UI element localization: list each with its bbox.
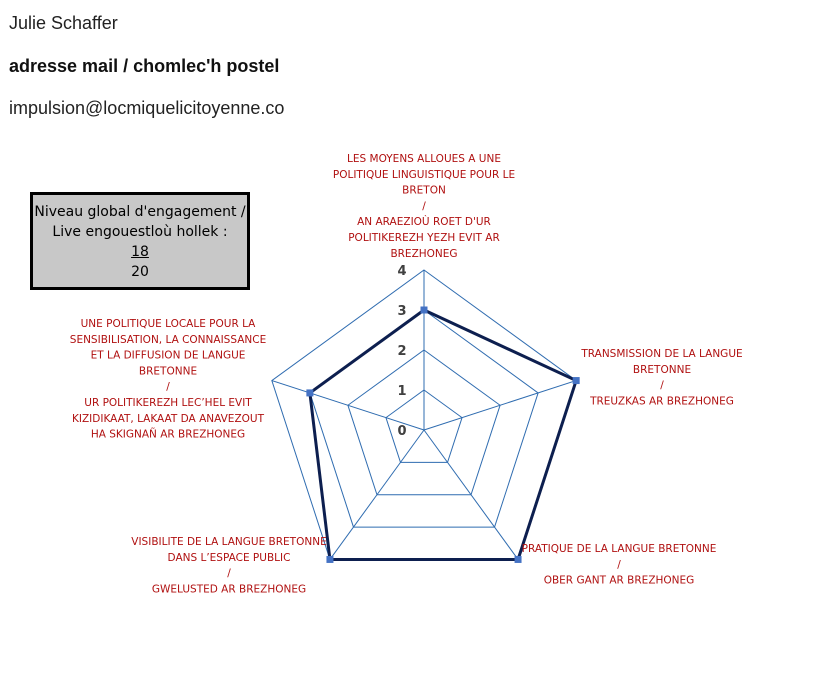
axis-label-0-line-5: POLITIKEREZH YEZH EVIT AR	[348, 232, 500, 244]
data-point-4	[306, 389, 313, 396]
data-point-1	[573, 377, 580, 384]
series-line-score	[310, 310, 576, 559]
data-point-2	[515, 556, 522, 563]
tick-label-1: 1	[397, 384, 407, 399]
axis-label-0-line-6: BREZHONEG	[390, 247, 458, 260]
radar-series	[306, 307, 579, 563]
axis-label-1-line-0: TRANSMISSION DE LA LANGUE	[581, 348, 743, 360]
axis-label-4-line-2: ET LA DIFFUSION DE LANGUE	[90, 349, 246, 362]
axis-label-2	[522, 543, 717, 587]
email-address: impulsion@locmiquelicitoyenne.co	[9, 98, 285, 118]
axis-label-2-line-0: PRATIQUE DE LA LANGUE BRETONNE	[521, 543, 717, 555]
tick-label-2: 2	[397, 344, 407, 359]
axis-label-4-line-7: HA SKIGNAÑ AR BREZHONEG	[90, 428, 246, 441]
axis-label-4-line-4: /	[166, 381, 170, 394]
tick-label-4: 4	[397, 264, 407, 279]
score-numerator: 18	[131, 244, 149, 260]
axis-label-0	[333, 153, 515, 260]
axis-label-1-line-2: /	[660, 379, 664, 392]
tick-label-3: 3	[397, 304, 407, 319]
axis-label-0-line-2: BRETON	[402, 184, 446, 197]
axis-label-4-line-3: BRETONNE	[138, 365, 198, 378]
axis-label-4	[70, 318, 266, 441]
axis-label-0-line-3: /	[422, 200, 426, 213]
axis-label-0-line-0: LES MOYENS ALLOUES A UNE	[347, 153, 501, 165]
axis-label-3	[131, 536, 326, 595]
grid-spoke-1	[424, 381, 576, 430]
tick-label-0: 0	[397, 424, 407, 439]
axis-label-4-line-6: KIZIDIKAAT, LAKAAT DA ANAVEZOUT	[72, 412, 264, 425]
score-denominator: 20	[131, 264, 149, 280]
data-point-0	[421, 307, 428, 314]
axis-label-3-line-2: /	[227, 567, 231, 580]
axis-label-0-line-1: POLITIQUE LINGUISTIQUE POUR LE	[332, 168, 516, 181]
axis-label-1-line-1: BRETONNE	[632, 363, 692, 376]
score-title-line2: Live engouestloù hollek :	[52, 224, 228, 240]
axis-label-2-line-2: OBER GANT AR BREZHONEG	[543, 574, 695, 587]
radar-labels	[70, 153, 743, 595]
axis-label-3-line-3: GWELUSTED AR BREZHONEG	[151, 583, 307, 596]
axis-label-2-line-1: /	[617, 558, 621, 571]
axis-label-4-line-0: UNE POLITIQUE LOCALE POUR LA	[80, 318, 256, 330]
axis-label-3-line-0: VISIBILITE DE LA LANGUE BRETONNE	[131, 536, 327, 548]
axis-label-1-line-3: TREUZKAS AR BREZHONEG	[590, 395, 734, 408]
mail-label: adresse mail / chomlec'h postel	[9, 56, 280, 76]
axis-label-4-line-5: UR POLITIKEREZH LEC’HEL EVIT	[84, 397, 252, 409]
score-title-line1: Niveau global d'engagement /	[34, 204, 246, 220]
axis-label-4-line-1: SENSIBILISATION, LA CONNAISSANCE	[69, 333, 267, 346]
person-name: Julie Schaffer	[9, 13, 118, 33]
axis-label-1	[580, 348, 742, 407]
axis-label-3-line-1: DANS L’ESPACE PUBLIC	[167, 551, 291, 564]
axis-label-0-line-4: AN ARAEZIOÙ ROET D'UR	[357, 216, 491, 229]
data-point-3	[326, 556, 333, 563]
